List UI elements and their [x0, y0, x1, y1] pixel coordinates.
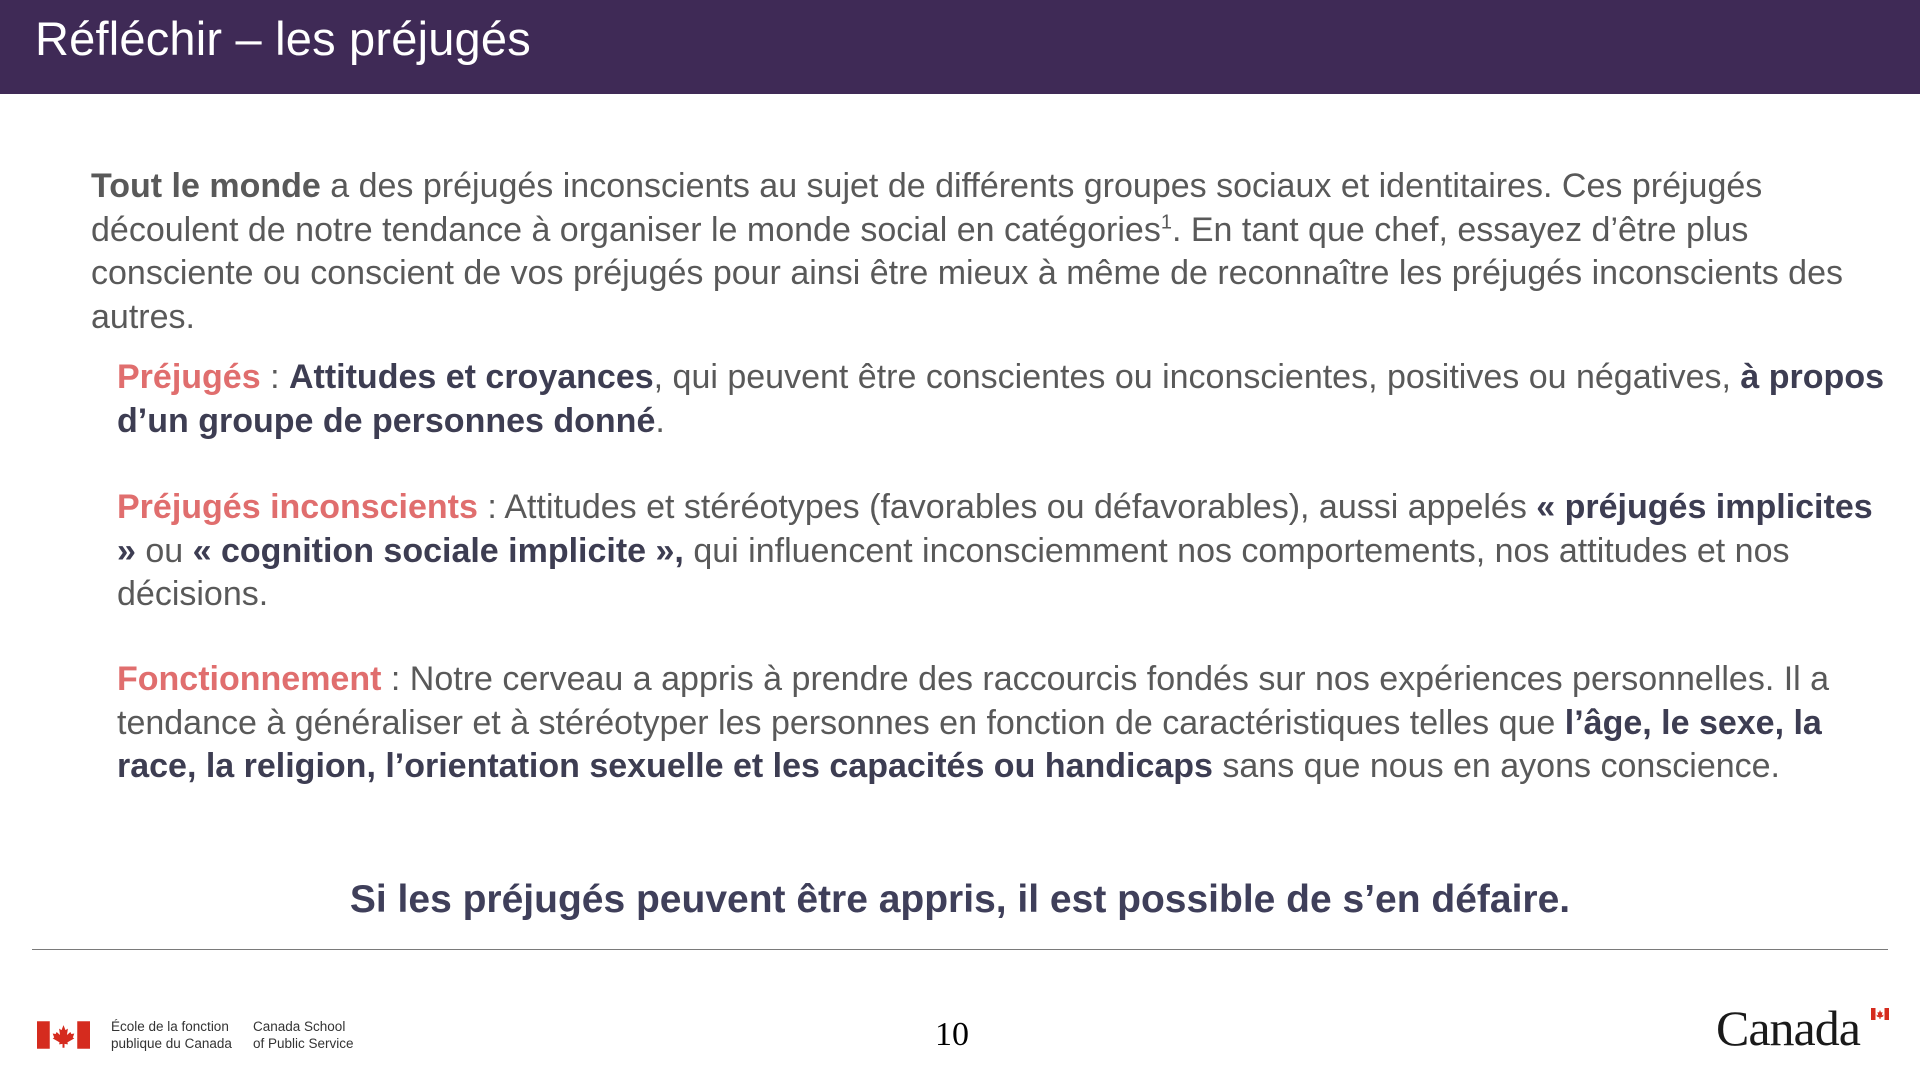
canada-flag-icon: [37, 1021, 90, 1049]
canada-wordmark: Canada: [1716, 1000, 1860, 1056]
definition-bold: Attitudes et croyances: [288, 358, 654, 396]
wordmark-flag-icon: [1871, 1008, 1889, 1020]
definition-bold: l’âge, le sexe, la race, la religion, l’orientation sexuelle et les capacités ou handicaps: [117, 703, 1822, 785]
definition-text: : Notre cerveau a appris à prendre des raccourcis fondés sur nos expériences personnelles. Il a tendance à généraliser et à stéréotyper les personnes en fonction de caractéristiques telles que: [117, 660, 1830, 742]
intro-lead: Tout le monde: [91, 167, 321, 205]
definition-text: .: [655, 401, 665, 440]
definition-term: Préjugés inconscients: [117, 488, 478, 526]
footer-org-en-line1: Canada School: [253, 1019, 346, 1034]
footer-org-fr: [111, 1018, 232, 1052]
footnote-marker: 1: [1160, 211, 1172, 234]
intro-text: a des préjugés inconscients au sujet de différents groupes sociaux et identitaires. Ces préjugés découlent de notre tendance à organiser le monde social en catégories: [91, 167, 1763, 249]
conclusion-statement: Si les préjugés peuvent être appris, il est possible de s’en défaire.: [349, 878, 1571, 921]
definition-text: qui influencent inconsciemment nos comportements, nos attitudes et nos décisions.: [117, 531, 1790, 613]
definition-prejuges-inconscients: [117, 486, 1897, 617]
footer-org-fr-line2: publique du Canada: [111, 1036, 232, 1051]
intro-paragraph: [91, 165, 1891, 339]
footer-divider: [32, 949, 1888, 950]
definition-term: Préjugés: [117, 358, 261, 396]
definition-text: : Attitudes et stéréotypes (favorables ou défavorables), aussi appelés: [477, 488, 1537, 526]
definition-bold: à propos d’un groupe de personnes donné: [117, 358, 1884, 440]
definition-bold: « préjugés implicites »: [117, 488, 1873, 570]
intro-text-continued: . En tant que chef, essayez d’être plus consciente ou conscient de vos préjugés pour ainsi être mieux à même de reconnaître les préjugés inconscients des autres.: [91, 210, 1843, 336]
page-title: Réfléchir – les préjugés: [35, 12, 531, 65]
footer-org-fr-line1: École de la fonction: [111, 1019, 229, 1034]
definition-fonctionnement: [117, 658, 1897, 789]
definition-term: Fonctionnement: [117, 660, 382, 698]
definition-text: sans que nous en ayons conscience.: [1212, 747, 1780, 785]
page-number: 10: [935, 1016, 969, 1053]
definition-prejuges: [117, 356, 1897, 443]
title-bar: [0, 0, 1920, 94]
definition-text: ou: [135, 531, 193, 570]
footer-org-en-line2: of Public Service: [253, 1036, 354, 1051]
definition-bold: « cognition sociale implicite »,: [192, 531, 684, 570]
footer-org-en: [253, 1018, 354, 1052]
definition-text: , qui peuvent être conscientes ou inconscientes, positives ou négatives,: [653, 358, 1741, 396]
definition-separator: :: [260, 358, 289, 396]
